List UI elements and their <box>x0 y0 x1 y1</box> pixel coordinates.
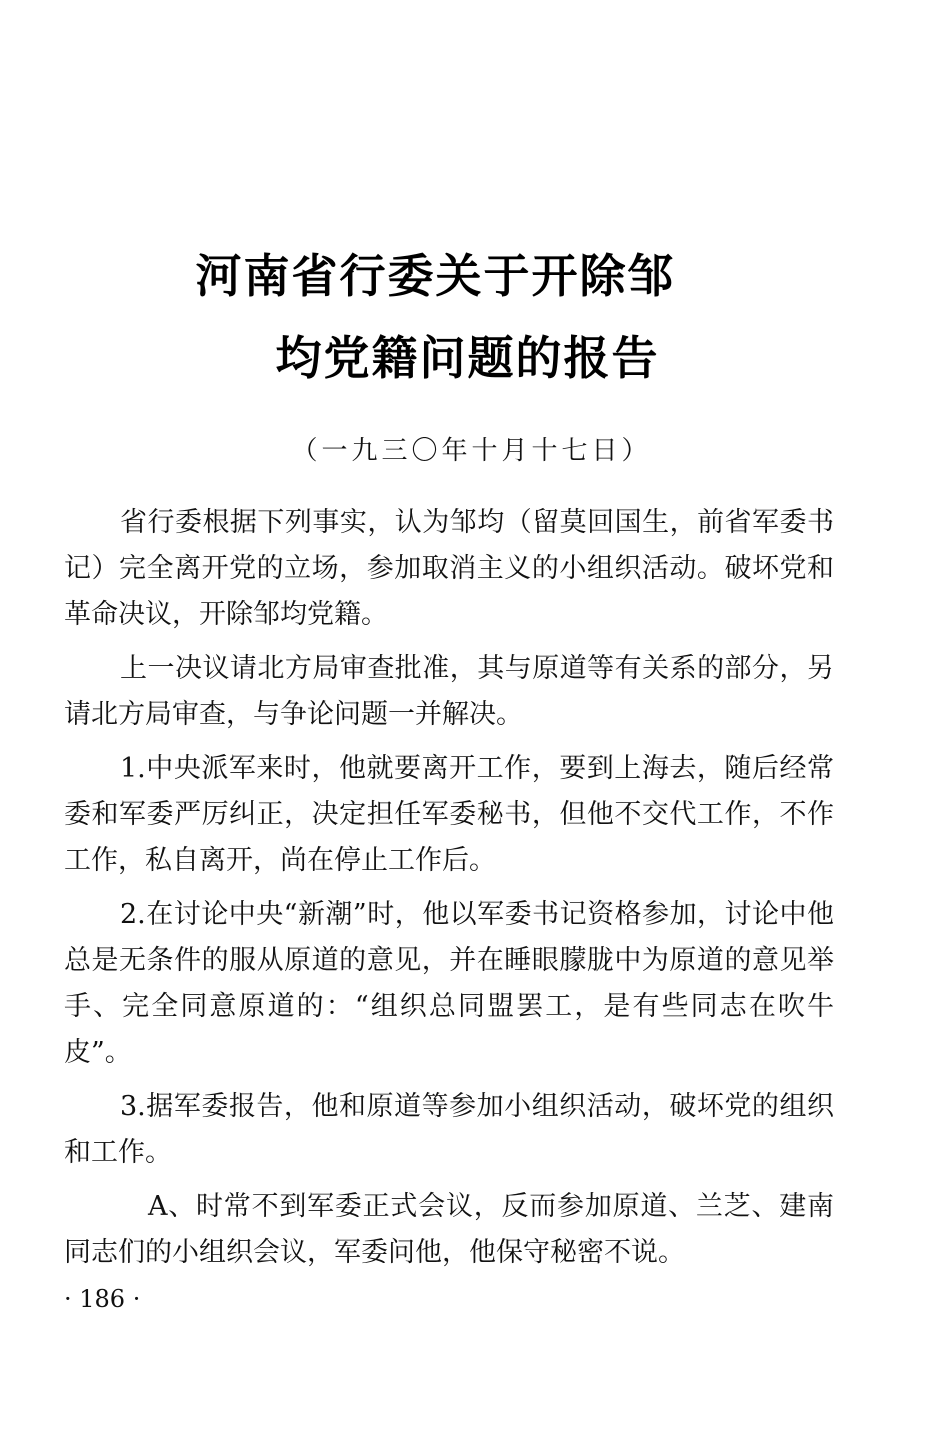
document-title-line-1: 河南省行委关于开除邹 <box>195 249 676 303</box>
document-date: （一九三〇年十月十七日） <box>291 436 652 466</box>
document-body <box>64 500 834 1276</box>
paragraph-decision: 省行委根据下列事实，认为邹均（留莫回国生，前省军委书记）完全离开党的立场，参加取消主义的小组织活动。破坏党和革命决议，开除邹均党籍。 <box>64 507 834 630</box>
paragraph-item-3a: A、时常不到军委正式会议，反而参加原道、兰芝、建南同志们的小组织会议，军委问他，他保守秘密不说。 <box>64 1191 834 1268</box>
page-number: · 186 · <box>64 1285 141 1313</box>
paragraph-item-3: 3.据军委报告，他和原道等参加小组织活动，破坏党的组织和工作。 <box>64 1091 834 1168</box>
paragraph-item-2: 2.在讨论中央“新潮”时，他以军委书记资格参加，讨论中他总是无条件的服从原道的意见，并在睡眼朦胧中为原道的意见举手、完全同意原道的：“组织总同盟罢工，是有些同志在吹牛皮”。 <box>64 899 834 1068</box>
paragraph-approval-request: 上一决议请北方局审查批准，其与原道等有关系的部分，另请北方局审查，与争论问题一并解决。 <box>64 653 834 730</box>
paragraph-item-1: 1.中央派军来时，他就要离开工作，要到上海去，随后经常委和军委严厉纠正，决定担任军委秘书，但他不交代工作，不作工作，私自离开，尚在停止工作后。 <box>64 753 834 876</box>
document-title-line-2: 均党籍问题的报告 <box>275 331 660 385</box>
